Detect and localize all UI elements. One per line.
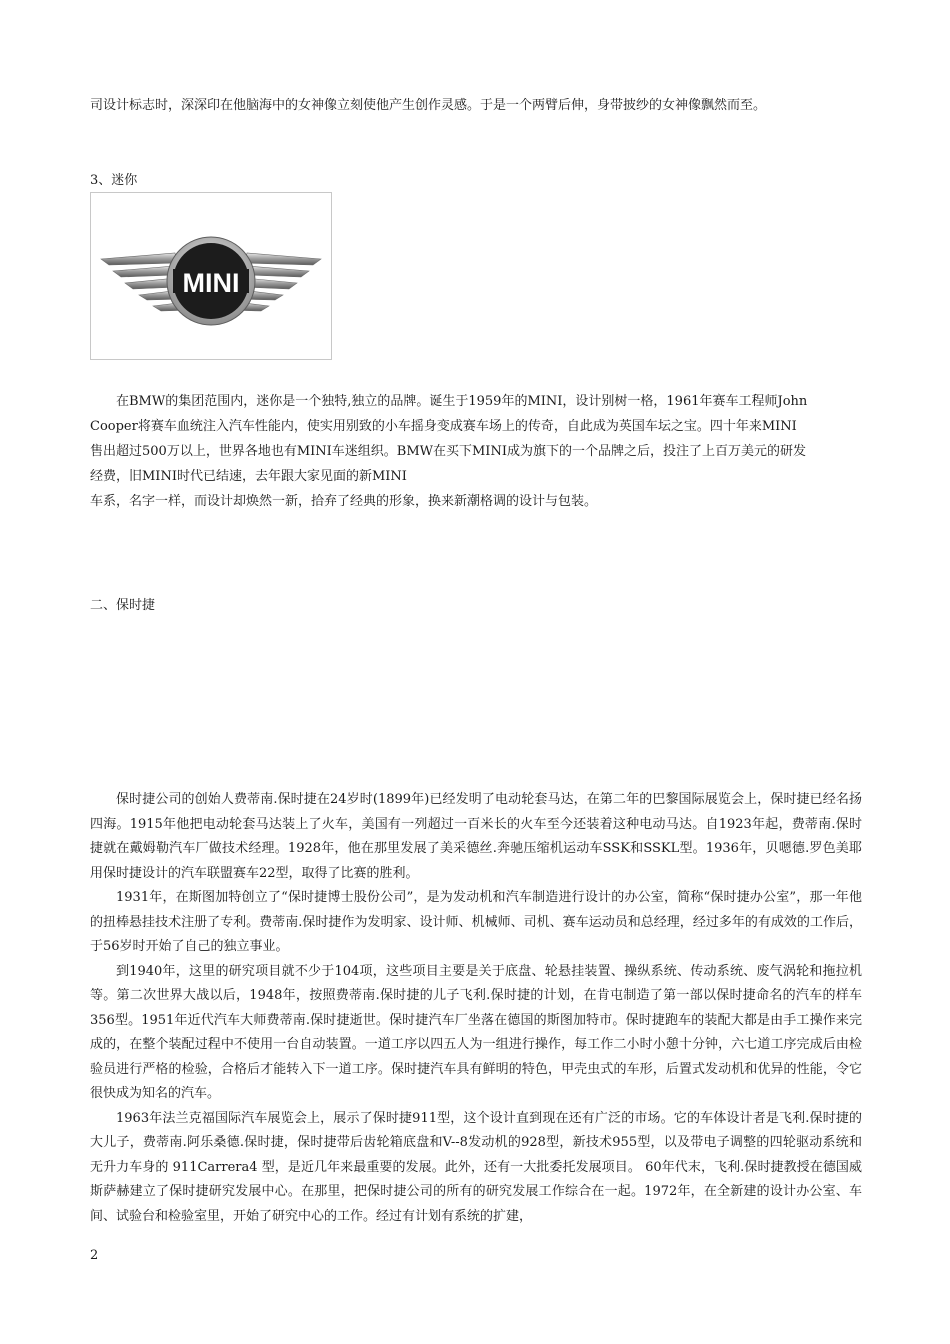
section-heading-mini: 3、迷你 — [90, 173, 138, 188]
mini-paragraph-line: 售出超过500万以上，世界各地也有MINI车迷组织。BMW在买下MINI成为旗下的一个品牌之后，投注了上百万美元的研发 — [90, 444, 806, 459]
porsche-paragraph: 保时捷公司的创始人费蒂南.保时捷在24岁时(1899年)已经发明了电动轮套马达，在第二年的巴黎国际展览会上，保时捷已经名扬四海。1915年他把电动轮套马达装上了火车，美国有一列超过一百米长的火车至今还装着这种电动马达。自1923年起，费蒂南.保时捷就在戴姆勒汽车厂做技术经理。1928年，他在那里发展了美采德丝.奔驰压缩机运动车SSK和SSKL型。1936年，贝嗯德.罗色美耶用保时捷设计的汽车联盟赛车22型，取得了比赛的胜利。 — [90, 792, 862, 881]
page-number: 2 — [90, 1248, 99, 1263]
mini-paragraph-line: 经费，旧MINI时代已结速，去年跟大家见面的新MINI — [90, 469, 407, 484]
continuation-line: 司设计标志时，深深印在他脑海中的女神像立刻使他产生创作灵感。于是一个两臂后伸，身带披纱的女神像飘然而至。 — [90, 98, 767, 113]
mini-paragraph-line: 车系，名字一样，而设计却焕然一新，拾弃了经典的形象，换来新潮格调的设计与包装。 — [90, 494, 598, 509]
mini-paragraph-line: 在BMW的集团范围内，迷你是一个独特,独立的品牌。诞生于1959年的MINI，设计别树一格，1961年赛车工程师John — [90, 394, 808, 409]
porsche-paragraph: 到1940年，这里的研究项目就不少于104项，这些项目主要是关于底盘、轮悬挂装置、操纵系统、传动系统、废气涡轮和拖拉机等。第二次世界大战以后，1948年，按照费蒂南.保时捷的儿子飞利.保时捷的计划，在肯屯制造了第一部以保时捷命名的汽车的样车356型。1951年近代汽车大师费蒂南.保时捷逝世。保时捷汽车厂坐落在德国的斯图加特市。保时捷跑车的装配大都是由手工操作来完成的，在整个装配过程中不使用一台自动装置。一道工序以四五人为一组进行操作，每工作二小时小憩十分钟，六七道工序完成后由检验员进行严格的检验，合格后才能转入下一道工序。保时捷汽车具有鲜明的特色，甲壳虫式的车形，后置式发动机和优异的性能，令它很快成为知名的汽车。 — [90, 963, 862, 1101]
mini-paragraph-line: Cooper将赛车血统注入汽车性能内，使实用别致的小车摇身变成赛车场上的传奇，自此成为英国车坛之宝。四十年来MINI — [90, 419, 797, 434]
section-heading-porsche: 二、保时捷 — [90, 598, 156, 613]
mini-logo-icon — [91, 193, 331, 359]
porsche-paragraph: 1931年，在斯图加特创立了“保时捷博士股份公司”，是为发动机和汽车制造进行设计的办公室，简称“保时捷办公室”，那一年他的扭棒悬挂技术注册了专利。费蒂南.保时捷作为发明家、设计师、机械师、司机、赛车运动员和总经理，经过多年的有成效的工作后，于56岁时开始了自己的独立事业。 — [90, 890, 862, 954]
mini-logo-text: MINI — [182, 268, 240, 298]
mini-logo-image — [90, 192, 332, 360]
porsche-body — [90, 788, 862, 1229]
porsche-paragraph: 1963年法兰克福国际汽车展览会上，展示了保时捷911型，这个设计直到现在还有广泛的市场。它的车体设计者是飞利.保时捷的大儿子，费蒂南.阿乐桑德.保时捷，保时捷带后齿轮箱底盘和V--8发动机的928型，新技术955型，以及带电子调整的四轮驱动系统和无升力车身的 911Carrera4 型，是近几年来最重要的发展。此外，还有一大批委托发展项目。 60年代末，飞利.保时捷教授在德国威斯萨赫建立了保时捷研究发展中心。在那里，把保时捷公司的所有的研究发展工作综合在一起。1972年，在全新建的设计办公室、车间、试验台和检验室里，开始了研究中心的工作。经过有计划有系统的扩建， — [90, 1110, 862, 1224]
